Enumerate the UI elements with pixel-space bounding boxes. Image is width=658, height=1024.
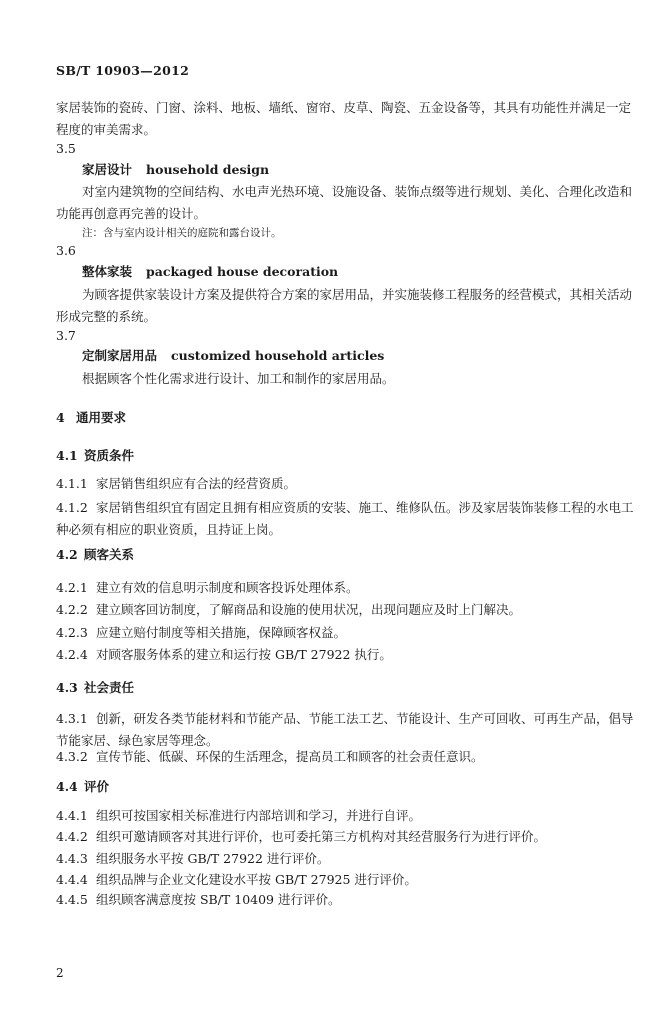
section-4-heading bbox=[56, 410, 126, 426]
clause-4-2-1 bbox=[56, 580, 359, 596]
clause-4-4-3-text: 组织服务水平按 GB/T 27922 进行评价。 bbox=[96, 851, 330, 866]
clause-4-3-2 bbox=[56, 749, 484, 765]
clause-4-4-4-number: 4.4.4 bbox=[56, 872, 88, 887]
section-4-4-title: 评价 bbox=[84, 779, 110, 794]
clause-4-2-2 bbox=[56, 602, 521, 618]
clause-4-4-4 bbox=[56, 872, 417, 888]
clause-4-2-4-number: 4.2.4 bbox=[56, 647, 88, 662]
clause-4-2-3-text: 应建立赔付制度等相关措施，保障顾客权益。 bbox=[96, 625, 347, 640]
clause-4-2-4-text: 对顾客服务体系的建立和运行按 GB/T 27922 执行。 bbox=[96, 647, 392, 662]
term-3-7-heading bbox=[82, 348, 384, 364]
section-4-4-heading bbox=[56, 779, 109, 795]
clause-4-4-4-text: 组织品牌与企业文化建设水平按 GB/T 27925 进行评价。 bbox=[96, 872, 417, 887]
clause-4-3-1 bbox=[56, 708, 636, 752]
clause-4-3-2-text: 宣传节能、低碳、环保的生活理念，提高员工和顾客的社会责任意识。 bbox=[96, 749, 484, 764]
term-3-6-definition: 为顾客提供家装设计方案及提供符合方案的家居用品，并实施装修工程服务的经营模式，其相关活动形成完整的系统。 bbox=[56, 287, 633, 324]
section-4-3-number: 4.3 bbox=[56, 680, 78, 695]
clause-4-2-3 bbox=[56, 625, 346, 641]
clause-4-1-2 bbox=[56, 497, 636, 541]
section-4-1-number: 4.1 bbox=[56, 448, 78, 463]
clause-4-1-1-text: 家居销售组织应有合法的经营资质。 bbox=[96, 476, 297, 491]
clause-4-4-5-number: 4.4.5 bbox=[56, 892, 88, 907]
clause-4-4-1-number: 4.4.1 bbox=[56, 808, 88, 823]
section-4-1-heading bbox=[56, 448, 134, 464]
term-3-6-en: packaged house decoration bbox=[146, 264, 339, 279]
document-code-header: SB/T 10903—2012 bbox=[56, 63, 190, 78]
clause-4-4-1 bbox=[56, 808, 421, 824]
section-4-1-title: 资质条件 bbox=[84, 448, 135, 463]
clause-4-1-1-number: 4.1.1 bbox=[56, 476, 88, 491]
term-3-5-zh: 家居设计 bbox=[82, 162, 133, 177]
term-3-5-definition: 对室内建筑物的空间结构、水电声光热环境、设施设备、装饰点缀等进行规划、美化、合理化改造和功能再创意再完善的设计。 bbox=[56, 184, 633, 221]
clause-4-4-5 bbox=[56, 892, 340, 908]
term-3-6-zh: 整体家装 bbox=[82, 264, 133, 279]
section-4-3-title: 社会责任 bbox=[84, 680, 135, 695]
term-3-7-en: customized household articles bbox=[171, 348, 385, 363]
definition-3-4-continuation: 家居装饰的瓷砖、门窗、涂料、地板、墙纸、窗帘、皮草、陶瓷、五金设备等，其具有功能性并满足一定程度的审美需求。 bbox=[56, 100, 632, 137]
term-3-6-number: 3.6 bbox=[56, 243, 76, 258]
clause-4-4-1-text: 组织可按国家相关标准进行内部培训和学习，并进行自评。 bbox=[96, 808, 422, 823]
section-4-3-heading bbox=[56, 680, 134, 696]
clause-4-2-3-number: 4.2.3 bbox=[56, 625, 88, 640]
clause-4-1-1 bbox=[56, 476, 296, 492]
clause-4-2-2-number: 4.2.2 bbox=[56, 602, 88, 617]
section-4-title: 通用要求 bbox=[76, 410, 127, 425]
clause-4-3-1-number: 4.3.1 bbox=[56, 711, 88, 726]
clause-4-4-3 bbox=[56, 851, 329, 867]
term-3-5-heading bbox=[82, 162, 269, 178]
clause-4-4-5-text: 组织顾客满意度按 SB/T 10409 进行评价。 bbox=[96, 892, 341, 907]
term-3-5-number: 3.5 bbox=[56, 141, 76, 156]
clause-4-2-1-number: 4.2.1 bbox=[56, 580, 88, 595]
clause-4-4-2-number: 4.4.2 bbox=[56, 829, 88, 844]
clause-4-3-1-text: 创新，研发各类节能材料和节能产品、节能工法工艺、节能设计、生产可回收、可再生产品，倡导节能家居、绿色家居等理念。 bbox=[56, 711, 634, 748]
clause-4-4-2 bbox=[56, 829, 546, 845]
clause-4-1-2-text: 家居销售组织宜有固定且拥有相应资质的安装、施工、维修队伍。涉及家居装饰装修工程的水电工种必须有相应的职业资质，且持证上岗。 bbox=[56, 500, 634, 537]
term-3-6-heading bbox=[82, 264, 338, 280]
term-3-7-definition: 根据顾客个性化需求进行设计、加工和制作的家居用品。 bbox=[82, 371, 395, 386]
clause-4-4-3-number: 4.4.3 bbox=[56, 851, 88, 866]
section-4-2-title: 顾客关系 bbox=[84, 547, 135, 562]
clause-4-2-1-text: 建立有效的信息明示制度和顾客投诉处理体系。 bbox=[96, 580, 359, 595]
section-4-2-number: 4.2 bbox=[56, 547, 78, 562]
term-3-7-zh: 定制家居用品 bbox=[82, 348, 158, 363]
term-3-5-en: household design bbox=[146, 162, 270, 177]
term-3-7-number: 3.7 bbox=[56, 328, 76, 343]
term-3-5-note: 注：含与室内设计相关的庭院和露台设计。 bbox=[82, 227, 282, 239]
section-4-number: 4 bbox=[56, 410, 65, 425]
clause-4-3-2-number: 4.3.2 bbox=[56, 749, 88, 764]
clause-4-2-4 bbox=[56, 647, 392, 663]
section-4-4-number: 4.4 bbox=[56, 779, 78, 794]
clause-4-2-2-text: 建立顾客回访制度，了解商品和设施的使用状况，出现问题应及时上门解决。 bbox=[96, 602, 522, 617]
page-number: 2 bbox=[56, 966, 64, 980]
clause-4-4-2-text: 组织可邀请顾客对其进行评价，也可委托第三方机构对其经营服务行为进行评价。 bbox=[96, 829, 547, 844]
clause-4-1-2-number: 4.1.2 bbox=[56, 500, 88, 515]
section-4-2-heading bbox=[56, 547, 134, 563]
